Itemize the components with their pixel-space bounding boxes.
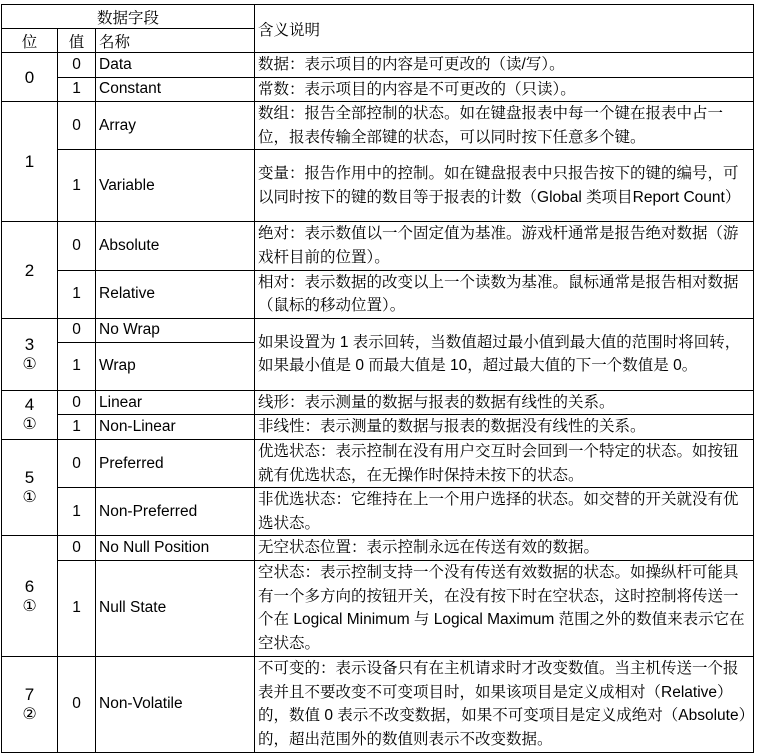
header-name: 名称 [96, 29, 255, 53]
description-cell: 数组：报告全部控制的状态。如在键盘报表中每一个键在报表中占一位，报表传输全部键的状态，可以同时按下任意多个键。 [255, 102, 754, 150]
value-cell: 0 [58, 656, 96, 752]
description-cell: 优选状态：表示控制在没有用户交互时会回到一个特定的状态。如按钮就有优选状态，在无操作时保持未按下的状态。 [255, 439, 754, 487]
value-cell: 0 [58, 390, 96, 415]
name-cell: No Null Position [96, 536, 255, 561]
footnote-mark: ② [22, 705, 37, 723]
table-row [2, 560, 754, 656]
description-cell: 非线性：表示测量的数据与报表的数据没有线性的关系。 [255, 415, 754, 440]
value-cell: 1 [58, 150, 96, 222]
table-row [2, 270, 754, 318]
cut-off-heading-fragment [260, 0, 420, 3]
description-cell: 空状态：表示控制支持一个没有传送有效数据的状态。如操纵杆可能具有一个多方向的按钮开关，在没有按下时在空状态，这时控制将传送一个在 Logical Minimum 与 Logical Maximum 范围之外的数值来表示它在空状态。 [255, 560, 754, 656]
value-cell: 1 [58, 270, 96, 318]
name-cell: Non-Linear [96, 415, 255, 440]
table-row [2, 77, 754, 102]
table-row [2, 150, 754, 222]
value-cell: 0 [58, 222, 96, 270]
table-row [2, 222, 754, 270]
table-row [2, 390, 754, 415]
bit-cell: 6 ① [2, 536, 58, 657]
bit-cell: 3 ① [2, 318, 58, 390]
value-cell: 0 [58, 102, 96, 150]
description-cell: 变量：报告作用中的控制。如在键盘报表中只报告按下的键的编号，可以同时按下的键的数目等于报表的计数（Global 类项目Report Count） [255, 150, 754, 222]
table-row [2, 439, 754, 487]
bit-cell: 1 [2, 102, 58, 222]
footnote-mark: ① [22, 416, 37, 434]
footnote-mark: ① [22, 597, 37, 615]
hid-main-item-bits-table [1, 4, 754, 753]
value-cell: 1 [58, 488, 96, 536]
name-cell: Constant [96, 77, 255, 102]
name-cell: Null State [96, 560, 255, 656]
description-cell: 线形：表示测量的数据与报表的数据有线性的关系。 [255, 390, 754, 415]
table-row [2, 536, 754, 561]
header-meaning: 含义说明 [255, 5, 754, 53]
value-cell: 1 [58, 342, 96, 390]
table-row [2, 53, 754, 78]
header-data-field: 数据字段 [2, 5, 255, 29]
value-cell: 1 [58, 560, 96, 656]
bit-cell: 0 [2, 53, 58, 102]
header-row-top [2, 5, 754, 29]
value-cell: 0 [58, 53, 96, 78]
name-cell: No Wrap [96, 318, 255, 342]
table-row [2, 102, 754, 150]
table-row [2, 415, 754, 440]
name-cell: Preferred [96, 439, 255, 487]
value-cell: 0 [58, 439, 96, 487]
name-cell: Array [96, 102, 255, 150]
header-value: 值 [58, 29, 96, 53]
table-row [2, 488, 754, 536]
bit-cell: 5 ① [2, 439, 58, 535]
value-cell: 1 [58, 77, 96, 102]
name-cell: Variable [96, 150, 255, 222]
description-cell: 不可变的：表示设备只有在主机请求时才改变数值。当主机传送一个报表并且不要改变不可变项目时，如果该项目是定义成相对（Relative）的，数值 0 表示不改变数据，如果不可变项目是定义成绝对（Absolute）的，超出范围外的数值则表示不改变数据。 [255, 656, 754, 752]
name-cell: Non-Volatile [96, 656, 255, 752]
name-cell: Wrap [96, 342, 255, 390]
name-cell: Data [96, 53, 255, 78]
table-row [2, 656, 754, 752]
description-cell: 非优选状态：它维持在上一个用户选择的状态。如交替的开关就没有优选状态。 [255, 488, 754, 536]
name-cell: Non-Preferred [96, 488, 255, 536]
bit-cell: 4 ① [2, 390, 58, 439]
value-cell: 0 [58, 318, 96, 342]
value-cell: 0 [58, 536, 96, 561]
header-bit: 位 [2, 29, 58, 53]
name-cell: Relative [96, 270, 255, 318]
description-cell: 无空状态位置：表示控制永远在传送有效的数据。 [255, 536, 754, 561]
description-cell: 绝对：表示数值以一个固定值为基准。游戏杆通常是报告绝对数据（游戏杆目前的位置）。 [255, 222, 754, 270]
description-cell: 相对：表示数据的改变以上一个读数为基准。鼠标通常是报告相对数据（鼠标的移动位置）。 [255, 270, 754, 318]
name-cell: Absolute [96, 222, 255, 270]
bit-cell: 2 [2, 222, 58, 318]
description-cell: 数据：表示项目的内容是可更改的（读/写）。 [255, 53, 754, 78]
name-cell: Linear [96, 390, 255, 415]
description-cell: 常数：表示项目的内容是不可更改的（只读）。 [255, 77, 754, 102]
table-row [2, 318, 754, 342]
description-cell: 如果设置为 1 表示回转，当数值超过最小值到最大值的范围时将回转，如果最小值是 0 而最大值是 10，超过最大值的下一个数值是 0。 [255, 318, 754, 390]
footnote-mark: ① [22, 355, 37, 373]
value-cell: 1 [58, 415, 96, 440]
bit-cell: 7 ② [2, 656, 58, 752]
footnote-mark: ① [22, 489, 37, 507]
